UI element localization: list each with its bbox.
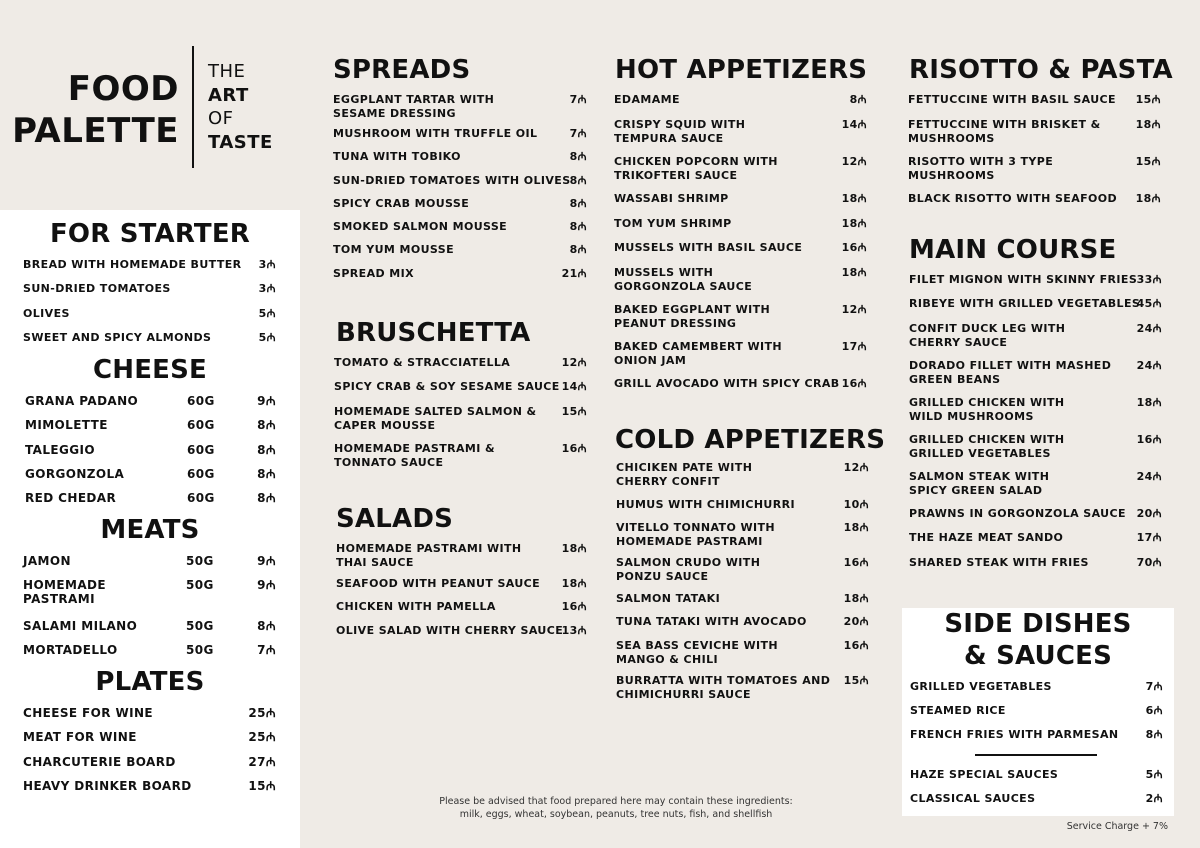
menu-item-price: 3₼: [258, 282, 276, 295]
menu-item-price: 16₼: [561, 600, 587, 613]
menu-item-name: BAKED EGGPLANT WITH PEANUT DRESSING: [614, 303, 771, 330]
menu-item-name: DORADO FILLET WITH MASHED GREEN BEANS: [909, 359, 1112, 386]
menu-item-name: MUSSELS WITH BASIL SAUCE: [614, 241, 803, 254]
menu-item-name: TUNA TATAKI WITH AVOCADO: [616, 615, 807, 628]
menu-item-name: CHICKEN WITH PAMELLA: [336, 600, 496, 613]
menu-item-name: FRENCH FRIES WITH PARMESAN: [910, 728, 1119, 741]
menu-item-name: BURRATTA WITH TOMATOES AND CHIMICHURRI SAUCE: [616, 674, 831, 701]
brand-tagline: [208, 60, 273, 154]
menu-item-price: 18₼: [841, 192, 867, 205]
menu-item-price: 15₼: [1135, 93, 1161, 106]
menu-item-name: TALEGGIO: [25, 443, 95, 457]
menu-item-name: PRAWNS IN GORGONZOLA SAUCE: [909, 507, 1126, 520]
menu-item-name: GRILL AVOCADO WITH SPICY CRAB: [614, 377, 840, 390]
menu-item-name: GORGONZOLA: [25, 467, 125, 481]
menu-item-name: CHICIKEN PATE WITH CHERRY CONFIT: [616, 461, 753, 488]
menu-item-price: 8₼: [1145, 728, 1163, 741]
menu-item-name: MIMOLETTE: [25, 418, 108, 432]
menu-item-price: 17₼: [841, 340, 867, 353]
menu-item-name: SALMON CRUDO WITH PONZU SAUCE: [616, 556, 761, 583]
menu-item-name: SPICY CRAB & SOY SESAME SAUCE: [334, 380, 560, 393]
menu-item-name: JAMON: [23, 554, 71, 568]
menu-item-price: 24₼: [1136, 470, 1162, 483]
section-title-hot-appetizers: HOT APPETIZERS: [615, 55, 868, 85]
menu-item-price: 8₼: [569, 220, 587, 233]
menu-item-name: SALMON STEAK WITH SPICY GREEN SALAD: [909, 470, 1050, 497]
allergen-notice: [380, 795, 852, 821]
menu-item-price: 15₼: [248, 779, 276, 793]
menu-item-price: 5₼: [258, 331, 276, 344]
menu-item-name: SEAFOOD WITH PEANUT SAUCE: [336, 577, 541, 590]
brand-name-line1: FOOD: [67, 69, 179, 109]
section-title-cheese: CHEESE: [92, 355, 208, 385]
menu-item-name: STEAMED RICE: [910, 704, 1006, 717]
menu-item-weight: 60G: [187, 443, 215, 457]
menu-item-name: MORTADELLO: [23, 643, 118, 657]
menu-item-price: 16₼: [841, 241, 867, 254]
menu-item-price: 18₼: [561, 542, 587, 555]
menu-item-name: SPICY CRAB MOUSSE: [333, 197, 470, 210]
menu-item-name: CLASSICAL SAUCES: [910, 792, 1036, 805]
menu-item-price: 25₼: [248, 730, 276, 744]
menu-item-price: 24₼: [1136, 322, 1162, 335]
menu-item-price: 7₼: [257, 643, 276, 657]
menu-item-price: 3₼: [258, 258, 276, 271]
menu-item-name: GRANA PADANO: [25, 394, 139, 408]
section-title-main-course: MAIN COURSE: [909, 235, 1117, 265]
menu-item-price: 8₼: [849, 93, 867, 106]
menu-item-weight: 50G: [186, 578, 214, 592]
menu-item-price: 8₼: [257, 467, 276, 481]
menu-item-price: 8₼: [257, 418, 276, 432]
menu-item-name: BAKED CAMEMBERT WITH ONION JAM: [614, 340, 783, 367]
menu-item-name: HOMEMADE SALTED SALMON & CAPER MOUSSE: [334, 405, 537, 432]
menu-item-name: SPREAD MIX: [333, 267, 414, 280]
menu-item-price: 9₼: [257, 578, 276, 592]
menu-item-price: 18₼: [1136, 396, 1162, 409]
menu-item-weight: 60G: [187, 418, 215, 432]
menu-item-name: HOMEMADE PASTRAMI WITH THAI SAUCE: [336, 542, 522, 569]
menu-item-name: TOM YUM MOUSSE: [333, 243, 454, 256]
menu-item-name: MEAT FOR WINE: [23, 730, 137, 744]
menu-item-name: SHARED STEAK WITH FRIES: [909, 556, 1089, 569]
menu-item-price: 7₼: [569, 93, 587, 106]
allergen-notice-line1: Please be advised that food prepared here may contain these ingredients:: [439, 796, 793, 807]
menu-item-price: 16₼: [843, 639, 869, 652]
tagline-line2: ART: [208, 84, 249, 106]
menu-item-name: SEA BASS CEVICHE WITH MANGO & CHILI: [616, 639, 779, 666]
menu-item-price: 14₼: [561, 380, 587, 393]
menu-item-name: THE HAZE MEAT SANDO: [909, 531, 1064, 544]
menu-item-name: GRILLED VEGETABLES: [910, 680, 1052, 693]
brand-name-line2: PALETTE: [12, 111, 179, 151]
tagline-line3: OF: [208, 108, 234, 129]
menu-item-price: 70₼: [1136, 556, 1162, 569]
menu-item-price: 5₼: [1145, 768, 1163, 781]
menu-item-price: 8₼: [569, 243, 587, 256]
menu-item-price: 20₼: [843, 615, 869, 628]
menu-item-weight: 60G: [187, 491, 215, 505]
menu-item-name: SUN-DRIED TOMATOES: [23, 282, 171, 295]
menu-item-name: RIBEYE WITH GRILLED VEGETABLES: [909, 297, 1141, 310]
menu-item-weight: 50G: [186, 643, 214, 657]
menu-item-price: 18₼: [843, 592, 869, 605]
menu-item-price: 18₼: [841, 266, 867, 279]
section-title-for-starter: FOR STARTER: [49, 219, 251, 249]
menu-item-name: CHEESE FOR WINE: [23, 706, 154, 720]
menu-item-price: 21₼: [561, 267, 587, 280]
menu-item-price: 15₼: [1135, 155, 1161, 168]
menu-item-name: FETTUCCINE WITH BRISKET & MUSHROOMS: [908, 118, 1101, 145]
menu-item-name: SWEET AND SPICY ALMONDS: [23, 331, 212, 344]
menu-item-price: 17₼: [1136, 531, 1162, 544]
menu-item-name: FILET MIGNON WITH SKINNY FRIES: [909, 273, 1138, 286]
section-title-meats: MEATS: [100, 515, 200, 545]
menu-item-price: 33₼: [1136, 273, 1162, 286]
menu-item-weight: 60G: [187, 394, 215, 408]
menu-item-price: 2₼: [1145, 792, 1163, 805]
allergen-notice-line2: milk, eggs, wheat, soybean, peanuts, tree nuts, fish, and shellfish: [459, 809, 773, 820]
menu-item-price: 8₼: [569, 197, 587, 210]
menu-item-price: 18₼: [1135, 118, 1161, 131]
menu-item-price: 12₼: [841, 155, 867, 168]
menu-item-price: 7₼: [1145, 680, 1163, 693]
tagline-line1: THE: [208, 61, 246, 82]
menu-item-price: 18₼: [1135, 192, 1161, 205]
menu-item-price: 18₼: [841, 217, 867, 230]
menu-item-price: 10₼: [843, 498, 869, 511]
menu-item-price: 14₼: [841, 118, 867, 131]
menu-item-price: 27₼: [248, 755, 276, 769]
menu-item-price: 13₼: [561, 624, 587, 637]
section-title-cold-appetizers: COLD APPETIZERS: [615, 425, 886, 455]
menu-item-price: 12₼: [841, 303, 867, 316]
menu-item-name: CHICKEN POPCORN WITH TRIKOFTERI SAUCE: [614, 155, 778, 182]
menu-item-price: 9₼: [257, 394, 276, 408]
menu-item-name: VITELLO TONNATO WITH HOMEMADE PASTRAMI: [616, 521, 775, 548]
menu-item-name: GRILLED CHICKEN WITH GRILLED VEGETABLES: [909, 433, 1065, 460]
sauces-divider: [975, 754, 1097, 756]
side-dishes-title-line1: SIDE DISHES: [944, 609, 1132, 639]
menu-item-price: 12₼: [843, 461, 869, 474]
menu-item-name: SALMON TATAKI: [616, 592, 721, 605]
section-title-side-dishes: [902, 608, 1174, 672]
section-title-risotto-pasta: RISOTTO & PASTA: [909, 55, 1173, 85]
menu-item-name: MUSHROOM WITH TRUFFLE OIL: [333, 127, 538, 140]
menu-item-name: RED CHEDAR: [25, 491, 117, 505]
menu-item-price: 16₼: [841, 377, 867, 390]
menu-item-price: 15₼: [561, 405, 587, 418]
menu-item-price: 9₼: [257, 554, 276, 568]
tagline-line4: TASTE: [208, 131, 273, 153]
menu-item-price: 12₼: [561, 356, 587, 369]
menu-item-price: 8₼: [257, 491, 276, 505]
menu-item-name: CHARCUTERIE BOARD: [23, 755, 176, 769]
menu-item-price: 18₼: [561, 577, 587, 590]
menu-item-name: HUMUS WITH CHIMICHURRI: [616, 498, 795, 511]
menu-item-name: MUSSELS WITH GORGONZOLA SAUCE: [614, 266, 753, 293]
menu-item-price: 20₼: [1136, 507, 1162, 520]
menu-item-price: 7₼: [569, 127, 587, 140]
menu-item-price: 6₼: [1145, 704, 1163, 717]
menu-item-price: 5₼: [258, 307, 276, 320]
menu-item-price: 25₼: [248, 706, 276, 720]
menu-item-name: HEAVY DRINKER BOARD: [23, 779, 192, 793]
menu-item-price: 15₼: [843, 674, 869, 687]
menu-item-name: HOMEMADE PASTRAMI: [23, 578, 106, 606]
menu-item-price: 8₼: [257, 443, 276, 457]
menu-item-name: CRISPY SQUID WITH TEMPURA SAUCE: [614, 118, 746, 145]
menu-item-name: CONFIT DUCK LEG WITH CHERRY SAUCE: [909, 322, 1066, 349]
section-title-plates: PLATES: [95, 667, 205, 697]
section-title-spreads: SPREADS: [333, 55, 471, 85]
menu-item-weight: 50G: [186, 619, 214, 633]
service-charge: Service Charge + 7%: [1066, 821, 1168, 832]
brand-name: [12, 68, 179, 152]
menu-item-name: TOM YUM SHRIMP: [614, 217, 732, 230]
side-dishes-title-line2: & SAUCES: [963, 641, 1113, 671]
menu-item-price: 16₼: [561, 442, 587, 455]
menu-item-name: EDAMAME: [614, 93, 680, 106]
menu-item-name: EGGPLANT TARTAR WITH SESAME DRESSING: [333, 93, 495, 120]
menu-item-price: 8₼: [257, 619, 276, 633]
menu-item-name: RISOTTO WITH 3 TYPE MUSHROOMS: [908, 155, 1054, 182]
menu-item-price: 24₼: [1136, 359, 1162, 372]
menu-item-price: 16₼: [1136, 433, 1162, 446]
brand-divider: [192, 46, 194, 168]
menu-item-name: GRILLED CHICKEN WITH WILD MUSHROOMS: [909, 396, 1065, 423]
menu-item-name: TOMATO & STRACCIATELLA: [334, 356, 511, 369]
menu-item-name: FETTUCCINE WITH BASIL SAUCE: [908, 93, 1116, 106]
menu-item-name: WASSABI SHRIMP: [614, 192, 729, 205]
menu-item-name: OLIVE SALAD WITH CHERRY SAUCE: [336, 624, 564, 637]
menu-item-price: 8₼: [569, 150, 587, 163]
menu-item-name: OLIVES: [23, 307, 70, 320]
menu-item-name: HOMEMADE PASTRAMI & TONNATO SAUCE: [334, 442, 495, 469]
menu-item-weight: 50G: [186, 554, 214, 568]
menu-item-name: SUN-DRIED TOMATOES WITH OLIVES: [333, 174, 571, 187]
menu-item-name: TUNA WITH TOBIKO: [333, 150, 461, 163]
menu-item-price: 16₼: [843, 556, 869, 569]
menu-item-name: HAZE SPECIAL SAUCES: [910, 768, 1059, 781]
menu-item-price: 18₼: [843, 521, 869, 534]
menu-item-name: BREAD WITH HOMEMADE BUTTER: [23, 258, 242, 271]
menu-item-name: SALAMI MILANO: [23, 619, 138, 633]
section-title-salads: SALADS: [336, 504, 454, 534]
section-title-bruschetta: BRUSCHETTA: [336, 318, 531, 348]
menu-item-weight: 60G: [187, 467, 215, 481]
menu-item-price: 8₼: [569, 174, 587, 187]
menu-item-price: 45₼: [1136, 297, 1162, 310]
menu-item-name: SMOKED SALMON MOUSSE: [333, 220, 508, 233]
menu-item-name: BLACK RISOTTO WITH SEAFOOD: [908, 192, 1118, 205]
